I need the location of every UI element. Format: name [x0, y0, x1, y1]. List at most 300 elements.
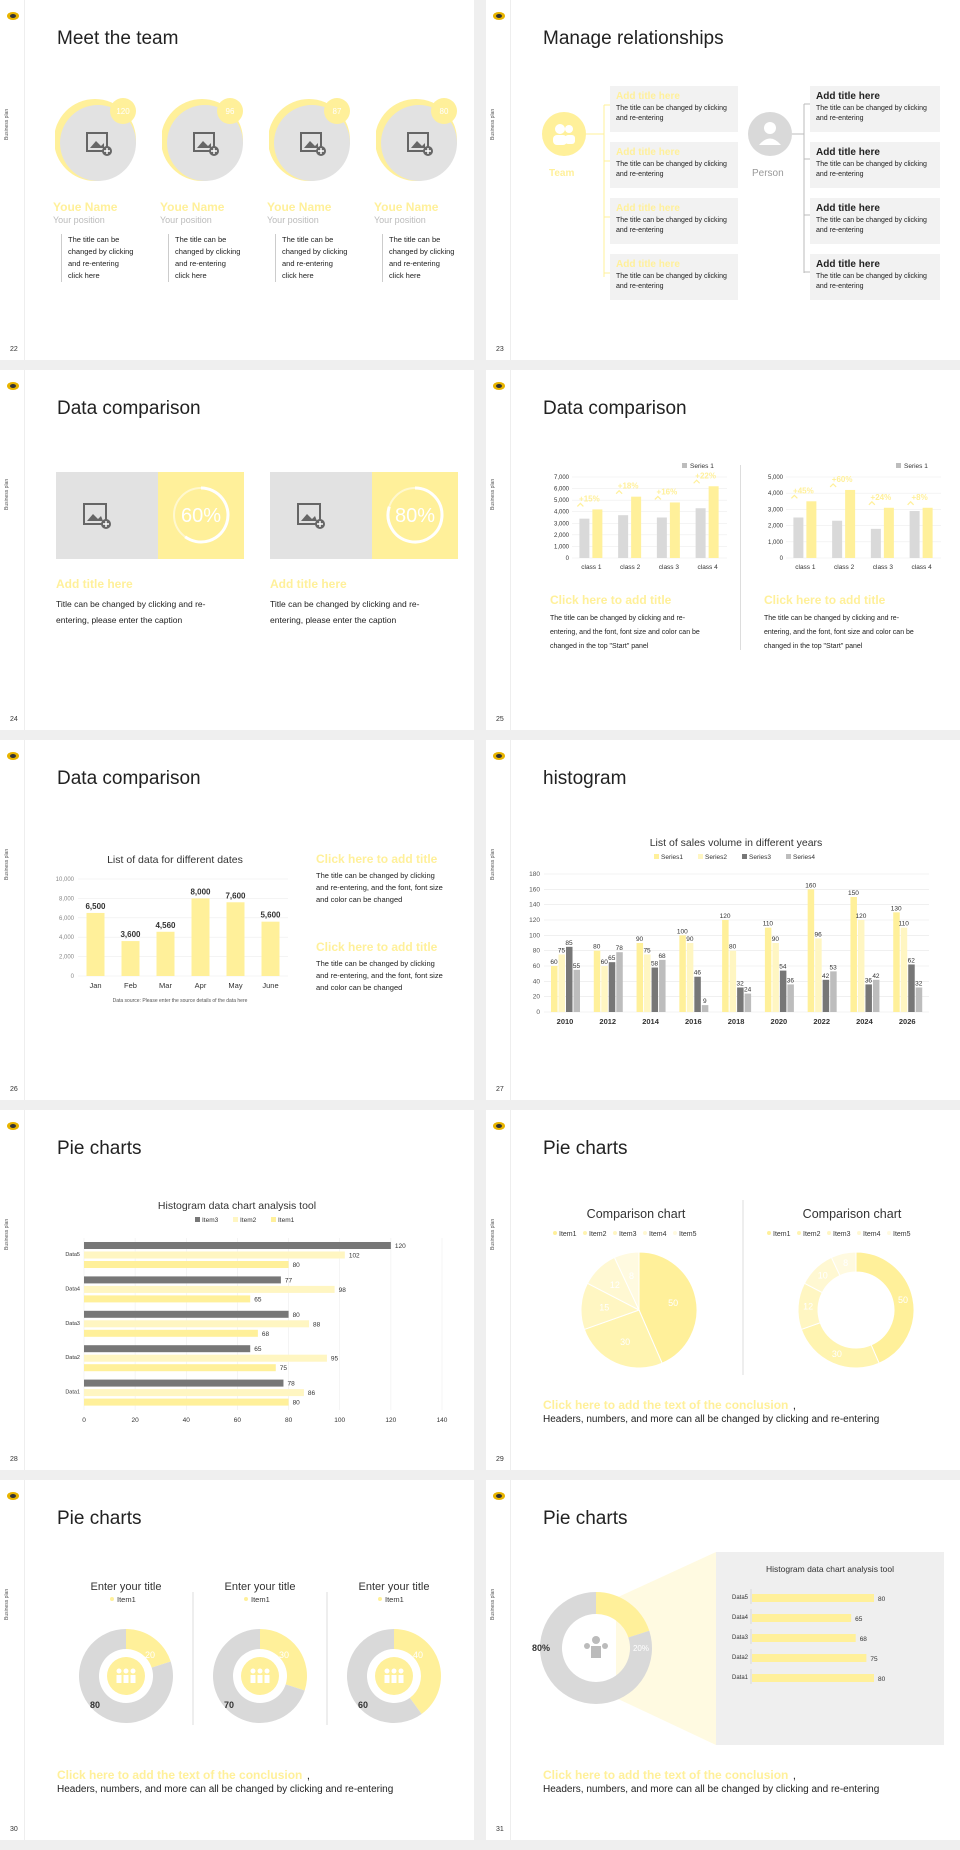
person-box-title[interactable]: Add title here: [816, 91, 880, 102]
data-label: 77: [284, 1277, 293, 1285]
team-member-card[interactable]: [269, 95, 369, 295]
screen: [840, 1298, 860, 1312]
desc-line: click here: [68, 271, 100, 280]
person-body: [117, 1675, 122, 1683]
growth-arrow: [655, 496, 661, 499]
data-label: 54: [779, 963, 787, 971]
person-box[interactable]: [810, 254, 940, 300]
cta-2[interactable]: Click here to add title: [316, 940, 438, 954]
data-label: 58: [650, 960, 659, 968]
people-icon: [117, 1669, 136, 1684]
person-box-line: and re-entering: [816, 115, 864, 122]
bar: [616, 952, 623, 1012]
footer-text: Business plan: [490, 848, 496, 880]
y-tick-label: Data1: [65, 1389, 80, 1396]
legend-label: Item2: [240, 1217, 257, 1224]
image-placeholder-icon[interactable]: [85, 129, 113, 157]
bar: [722, 920, 729, 1012]
y-tick-label: Data2: [731, 1655, 748, 1661]
team-box-line: The title can be changed by clicking: [616, 105, 727, 112]
bar: [694, 977, 701, 1012]
slide-30[interactable]: [0, 1480, 474, 1840]
y-tick-label: 4,000: [553, 509, 569, 516]
class-bar-chart[interactable]: [756, 455, 946, 575]
slice-label: 30: [620, 1336, 631, 1347]
x-tick-label: Mar: [159, 981, 172, 990]
person-box-line: The title can be changed by clicking: [816, 273, 927, 280]
bar: [644, 955, 651, 1013]
slide-22[interactable]: [0, 0, 474, 360]
member-desc: [61, 234, 133, 282]
slide-24[interactable]: [0, 370, 474, 730]
x-tick-label: 20: [131, 1417, 139, 1424]
team-box-title[interactable]: Add title here: [616, 259, 680, 270]
y-tick-label: 100: [529, 932, 540, 940]
donut-title: Enter your title: [224, 1581, 296, 1593]
horizontal-bar-chart[interactable]: [0, 1110, 474, 1470]
presenter-icon: [840, 1298, 868, 1323]
x-tick-label: 2014: [642, 1017, 659, 1026]
chart-title: Comparison chart: [802, 1207, 902, 1221]
big-value: 70: [224, 1700, 235, 1710]
legend-swatch: [233, 1217, 238, 1222]
data-label: 120: [855, 913, 867, 920]
data-label: 65: [254, 1346, 262, 1354]
sales-histogram[interactable]: [486, 740, 960, 1100]
data-label: 120: [719, 913, 731, 920]
conclusion-line: [543, 1396, 796, 1414]
data-label: 80: [292, 1311, 300, 1319]
image-mountain: [87, 514, 103, 521]
bar: [823, 980, 830, 1012]
member-name[interactable]: Youe Name: [160, 200, 225, 214]
caption-line: entering, please enter the caption: [270, 615, 397, 625]
growth-label: +22%: [695, 471, 716, 481]
team-box-title[interactable]: Add title here: [616, 203, 680, 214]
slide-title[interactable]: Manage relationships: [543, 28, 724, 49]
bar: [808, 889, 815, 1012]
bar: [772, 943, 779, 1012]
bar: [659, 960, 666, 1012]
pct-label: 80%: [394, 505, 436, 527]
y-tick-label: 3,000: [767, 507, 783, 514]
y-tick-label: 10,000: [55, 877, 74, 883]
legend-label: Item1: [117, 1595, 136, 1604]
slice-label: 30: [831, 1349, 842, 1360]
class-bar-chart[interactable]: [542, 455, 732, 575]
bar: [84, 1276, 281, 1283]
data-label: 24: [743, 986, 752, 994]
member-desc: [168, 234, 240, 282]
legend-label: Series3: [749, 854, 772, 861]
image-mountain: [90, 141, 104, 148]
slide-title[interactable]: Meet the team: [57, 28, 179, 49]
x-tick-label: class 3: [872, 564, 893, 571]
legend-label: Series4: [793, 854, 816, 861]
team-box[interactable]: [610, 86, 738, 132]
team-box[interactable]: [610, 142, 738, 188]
donut-title: Enter your title: [358, 1581, 430, 1593]
comma: ,: [792, 1770, 796, 1782]
bar: [84, 1320, 309, 1327]
person-body: [399, 1675, 404, 1683]
conclusion-body: Headers, numbers, and more can all be changed by clicking and re-entering: [543, 1414, 880, 1425]
slide-title[interactable]: Data comparison: [57, 398, 201, 419]
item-title[interactable]: Add title here: [270, 577, 347, 591]
legend-label: Item1: [385, 1595, 404, 1604]
slide-title[interactable]: Data comparison: [57, 768, 201, 789]
y-tick-label: 6,000: [553, 486, 569, 493]
image-mountain: [304, 141, 318, 148]
progress-ring: [158, 472, 244, 559]
bar: [84, 1252, 345, 1259]
y-tick-label: 0: [70, 974, 74, 980]
yellow-bar: [923, 508, 933, 558]
growth-arrow: [908, 502, 914, 505]
caption-line: Title can be changed by clicking and re-: [270, 599, 420, 609]
desc-line: changed by clicking: [68, 247, 134, 256]
y-tick-label: 180: [529, 871, 540, 878]
legend-swatch: [378, 1597, 382, 1601]
legend-swatch: [682, 463, 687, 468]
monthly-bar-chart[interactable]: [0, 740, 474, 1100]
bar: [192, 898, 210, 976]
data-label: 110: [762, 920, 774, 928]
caption-line: entering, and the font, font size and color can be: [550, 629, 700, 636]
legend-swatch: [583, 1231, 587, 1235]
slice-label: 50: [668, 1297, 679, 1308]
legend-swatch: [654, 854, 659, 859]
pct-label: 60%: [180, 505, 222, 527]
pct-panel: [372, 472, 458, 559]
item-title[interactable]: Add title here: [56, 577, 133, 591]
person-box-line: The title can be changed by clicking: [816, 161, 927, 168]
icon-head: [584, 1643, 590, 1649]
page-number: 27: [496, 1086, 504, 1093]
data-label: 65: [608, 955, 616, 963]
bar: [780, 971, 787, 1012]
x-tick-label: 80: [284, 1417, 293, 1424]
team-box-title[interactable]: Add title here: [616, 91, 680, 102]
logo-icon: [6, 8, 20, 18]
slide-title[interactable]: Pie charts: [57, 1138, 142, 1159]
person-head: [258, 1669, 263, 1674]
team-member-card[interactable]: [162, 95, 262, 295]
chart-caption: [764, 612, 914, 654]
y-tick-label: 80: [532, 947, 540, 955]
chart-cta[interactable]: Click here to add title: [764, 593, 886, 607]
conclusion-link[interactable]: Click here to add the text of the conclusion: [543, 1768, 789, 1782]
x-tick-label: 40: [182, 1417, 190, 1424]
yellow-bar: [884, 508, 894, 558]
data-label: 55: [572, 962, 581, 970]
page-number: 24: [10, 716, 18, 723]
legend-swatch: [613, 1231, 617, 1235]
growth-label: +60%: [831, 474, 853, 484]
person-box-title[interactable]: Add title here: [816, 259, 880, 270]
team-box-line: The title can be changed by clicking: [616, 161, 727, 168]
bar: [84, 1355, 327, 1362]
x-tick-label: 0: [82, 1417, 86, 1424]
comma: ,: [792, 1400, 796, 1412]
big-value: 60: [358, 1700, 369, 1710]
person-label: Person: [752, 168, 784, 179]
bar: [609, 962, 616, 1012]
data-label: 86: [307, 1390, 316, 1398]
bar: [752, 1674, 874, 1682]
person-box[interactable]: [810, 198, 940, 244]
data-label: 75: [870, 1656, 878, 1663]
team-box[interactable]: [610, 198, 738, 244]
data-label: 160: [805, 882, 817, 890]
legend-swatch: [698, 854, 703, 859]
slice-label: 12: [609, 1279, 620, 1290]
member-position: Your position: [374, 215, 426, 225]
data-label: 120: [394, 1243, 406, 1250]
x-tick-label: May: [228, 981, 243, 990]
person-box-title[interactable]: Add title here: [816, 203, 880, 214]
desc-line: The title can be: [175, 235, 227, 244]
footer-text: Business plan: [4, 478, 10, 510]
gray-bar: [579, 519, 589, 558]
legend-label: Item3: [202, 1217, 219, 1224]
footer-text: Business plan: [490, 478, 496, 510]
desc-line: click here: [389, 271, 421, 280]
pct-label: 80: [439, 107, 449, 116]
image-placeholder-icon[interactable]: [406, 129, 434, 157]
data-label: 32: [736, 980, 744, 988]
data-label: 80: [728, 943, 737, 951]
growth-arrow: [694, 480, 700, 483]
page-number: 30: [10, 1826, 18, 1833]
x-tick-label: class 1: [795, 564, 816, 571]
team-box-line: The title can be changed by clicking: [616, 273, 727, 280]
person-head: [399, 1669, 404, 1674]
gray-bar: [657, 518, 667, 559]
page-number: 31: [496, 1826, 504, 1833]
caption-line: changed in the top "Start" panel: [764, 643, 863, 650]
data-label: 68: [261, 1330, 270, 1338]
conclusion-link[interactable]: Click here to add the text of the conclusion: [543, 1398, 789, 1412]
bar: [559, 955, 566, 1013]
person-box-title[interactable]: Add title here: [816, 147, 880, 158]
caption-line: changed in the top "Start" panel: [550, 643, 649, 650]
legend-swatch: [271, 1217, 276, 1222]
people-icon: [251, 1669, 270, 1684]
legend-swatch: [767, 1231, 771, 1235]
legend-swatch: [827, 1231, 831, 1235]
team-box-title[interactable]: Add title here: [616, 147, 680, 158]
pct-label: 87: [332, 107, 342, 116]
comma: ,: [306, 1770, 310, 1782]
users-check-icon: [584, 1636, 608, 1658]
x-tick-label: 2012: [599, 1017, 617, 1026]
y-tick-label: Data1: [731, 1675, 748, 1681]
bar: [84, 1345, 250, 1352]
person-box-line: The title can be changed by clicking: [816, 217, 927, 224]
slice-label: 8: [628, 1271, 634, 1282]
legend-swatch: [195, 1217, 200, 1222]
person-box-line: and re-entering: [816, 171, 864, 178]
slide-27[interactable]: [486, 740, 960, 1100]
x-tick-label: class 3: [658, 564, 679, 571]
team-member-card[interactable]: [376, 95, 474, 295]
legend-swatch: [643, 1231, 647, 1235]
desc-line: click here: [175, 271, 207, 280]
data-label: 75: [557, 947, 566, 955]
donut-title: Enter your title: [90, 1581, 162, 1593]
y-tick-label: Data2: [65, 1355, 80, 1362]
growth-arrow: [791, 495, 797, 498]
image-placeholder-icon[interactable]: [192, 129, 220, 157]
bar: [551, 966, 558, 1012]
member-name[interactable]: Youe Name: [374, 200, 439, 214]
slide-title[interactable]: Pie charts: [543, 1138, 628, 1159]
desc-line: changed by clicking: [389, 247, 455, 256]
legend-label: Item5: [893, 1231, 911, 1238]
item-caption: [56, 596, 205, 628]
y-tick-label: 160: [529, 886, 540, 894]
pct-label: 96: [225, 107, 235, 116]
slide-25[interactable]: [486, 370, 960, 730]
member-desc: [275, 234, 347, 282]
cta-1[interactable]: Click here to add title: [316, 852, 438, 866]
slice-label: 12: [803, 1301, 814, 1312]
team-box-line: and re-entering: [616, 283, 664, 290]
legend-label: Item1: [559, 1231, 577, 1238]
logo-icon: [6, 378, 20, 388]
y-tick-label: Data4: [731, 1615, 748, 1621]
image-placeholder-icon[interactable]: [299, 129, 327, 157]
slide-title[interactable]: Pie charts: [543, 1508, 628, 1529]
growth-label: +16%: [656, 487, 678, 497]
desc-line: changed by clicking: [282, 247, 348, 256]
bar: [687, 943, 694, 1012]
legend-label: Series 1: [904, 463, 928, 470]
caption-line: entering, and the font, font size and color can be: [764, 629, 914, 636]
slide-31[interactable]: [486, 1480, 960, 1840]
person-head: [117, 1669, 122, 1674]
y-tick-label: 140: [529, 901, 540, 909]
data-label: 95: [330, 1355, 339, 1363]
icon-body: [591, 1646, 601, 1658]
x-tick-label: class 1: [581, 564, 602, 571]
data-label: 68: [859, 1636, 867, 1643]
person-box[interactable]: [810, 142, 940, 188]
member-name[interactable]: Youe Name: [53, 200, 118, 214]
x-tick-label: class 2: [834, 564, 855, 571]
bar: [858, 920, 865, 1012]
data-label: 60: [550, 959, 558, 966]
slide-23[interactable]: [486, 0, 960, 360]
gray-bar: [910, 511, 920, 558]
data-label: 32: [915, 980, 923, 988]
gray-bar: [696, 508, 706, 558]
desc-line: and re-entering: [389, 259, 440, 268]
slide-26[interactable]: [0, 740, 474, 1100]
small-value: 40: [412, 1650, 424, 1660]
conclusion-link[interactable]: Click here to add the text of the conclusion: [57, 1768, 303, 1782]
footer-text: Business plan: [4, 848, 10, 880]
desc-line: and re-entering: [282, 259, 333, 268]
slide-title[interactable]: Data comparison: [543, 398, 687, 419]
slide-title[interactable]: Pie charts: [57, 1508, 142, 1529]
image-mountain: [197, 141, 211, 148]
icon-head: [592, 1636, 600, 1644]
legend-label: Item4: [649, 1231, 667, 1238]
desc-line: The title can be: [282, 235, 334, 244]
footer-text: Business plan: [4, 1588, 10, 1620]
person-box[interactable]: [810, 86, 940, 132]
yellow-bar: [806, 501, 816, 558]
x-tick-label: 2022: [813, 1017, 831, 1026]
team-member-card[interactable]: [55, 95, 155, 295]
team-box-line: and re-entering: [616, 227, 664, 234]
person-body: [385, 1675, 390, 1683]
person-body: [131, 1675, 136, 1683]
data-label: 60: [600, 959, 608, 966]
team-label: Team: [549, 168, 575, 179]
bar: [916, 987, 923, 1012]
data-label: 78: [287, 1380, 295, 1388]
bar: [752, 1654, 866, 1662]
chart-cta[interactable]: Click here to add title: [550, 593, 672, 607]
pct-label: 120: [116, 107, 130, 116]
x-tick-label: 100: [334, 1417, 346, 1424]
y-tick-label: 5,000: [767, 475, 783, 481]
bar: [84, 1380, 283, 1387]
x-tick-label: 2016: [684, 1017, 702, 1026]
people-icon: [385, 1669, 404, 1684]
legend-swatch: [896, 463, 901, 468]
icon-head: [602, 1643, 608, 1649]
data-label: 7,600: [225, 891, 246, 901]
person-head: [131, 1669, 136, 1674]
data-label: 88: [313, 1321, 321, 1329]
bar: [594, 951, 601, 1012]
gray-bar: [832, 521, 842, 558]
y-tick-label: 0: [779, 556, 783, 562]
legend-swatch: [887, 1231, 891, 1235]
person-box-line: and re-entering: [816, 227, 864, 234]
slide-title[interactable]: histogram: [543, 768, 627, 789]
y-tick-label: 40: [532, 978, 540, 986]
y-tick-label: Data5: [65, 1252, 80, 1258]
image-placeholder-icon[interactable]: [82, 500, 112, 530]
legend-label: Item1: [251, 1595, 270, 1604]
bar: [765, 928, 772, 1012]
legend-swatch: [742, 854, 747, 859]
member-name[interactable]: Youe Name: [267, 200, 332, 214]
team-box[interactable]: [610, 254, 738, 300]
bar: [737, 987, 744, 1012]
legend-label: Item2: [803, 1231, 821, 1238]
footer-text: Business plan: [490, 1588, 496, 1620]
bar: [752, 1634, 856, 1642]
team-box-line: The title can be changed by clicking: [616, 217, 727, 224]
growth-arrow: [830, 484, 836, 487]
bar: [84, 1242, 391, 1249]
y-tick-label: 2,000: [767, 523, 783, 530]
image-placeholder-icon[interactable]: [296, 500, 326, 530]
conclusion-line: [543, 1766, 796, 1784]
bar: [752, 1614, 851, 1622]
slide-28[interactable]: [0, 1110, 474, 1470]
caption-line: Title can be changed by clicking and re-: [56, 599, 206, 609]
slide-29[interactable]: [486, 1110, 960, 1470]
x-tick-label: 120: [385, 1417, 397, 1424]
bar: [566, 947, 573, 1012]
